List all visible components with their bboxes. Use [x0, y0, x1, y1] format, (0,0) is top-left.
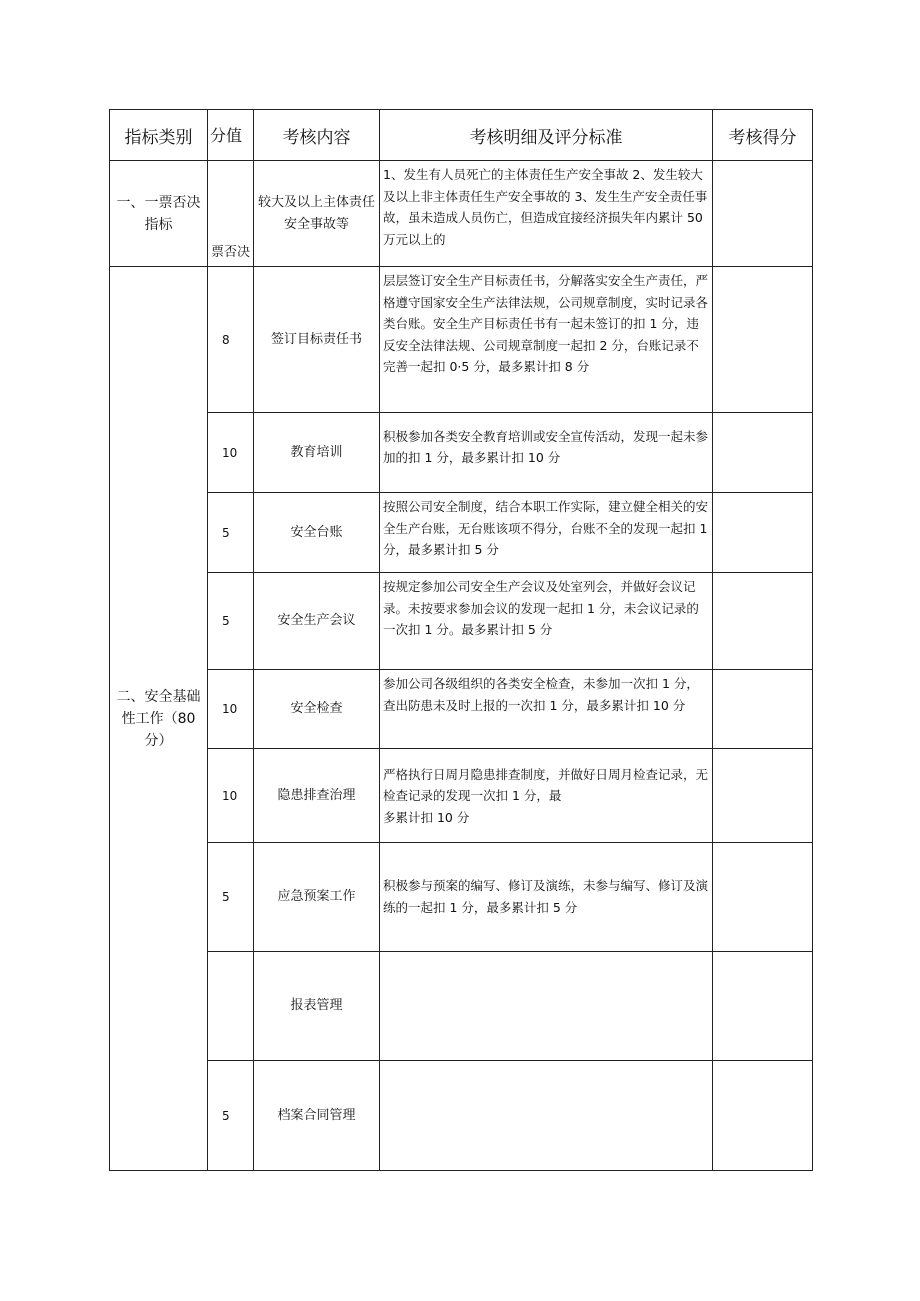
- score-cell: [208, 952, 254, 1061]
- score-cell: 5: [208, 573, 254, 670]
- header-score: 分值: [208, 110, 254, 161]
- score-cell: 8: [208, 267, 254, 413]
- content-cell: 安全台账: [254, 493, 380, 573]
- result-cell: [713, 413, 813, 493]
- score-cell: 5: [208, 1061, 254, 1171]
- table-row: [110, 952, 813, 1061]
- detail-cell: 参加公司各级组织的各类安全检查，未参加一次扣 1 分，查出防患未及时上报的一次扣 1 分，最多累计扣 10 分: [380, 670, 713, 749]
- detail-cell: 积极参与预案的编写、修订及演练，未参与编写、修订及演练的一起扣 1 分，最多累计扣 5 分: [380, 843, 713, 952]
- header-row: [110, 110, 813, 161]
- result-cell: [713, 749, 813, 843]
- result-cell: [713, 670, 813, 749]
- detail-cell: 层层签订安全生产目标责任书，分解落实安全生产责任，严格遵守国家安全生产法律法规，公司规章制度，实时记录各类台账。安全生产目标责任书有一起未签订的扣 1 分，违反安全法律法规、公司规章制度一起扣 2 分，台账记录不完善一起扣 0·5 分，最多累计扣 8 分: [380, 267, 713, 413]
- header-category: 指标类别: [110, 110, 208, 161]
- result-cell: [713, 952, 813, 1061]
- detail-cell: 按规定参加公司安全生产会议及处室列会，并做好会议记录。未按要求参加会议的发现一起扣 1 分，未会议记录的一次扣 1 分。最多累计扣 5 分: [380, 573, 713, 670]
- header-detail: 考核明细及评分标准: [380, 110, 713, 161]
- table-row: [110, 413, 813, 493]
- score-cell: 5: [208, 843, 254, 952]
- table-row: [110, 670, 813, 749]
- detail-cell: [380, 1061, 713, 1171]
- category-basic: [110, 267, 208, 1171]
- result-cell: [713, 843, 813, 952]
- score-cell: 5: [208, 493, 254, 573]
- category-basic-label: 二、安全基础性工作（80分）: [116, 688, 201, 749]
- header-result: 考核得分: [713, 110, 813, 161]
- result-cell: [713, 493, 813, 573]
- table-row: [110, 1061, 813, 1171]
- content-veto: 较大及以上主体责任安全事故等: [254, 161, 380, 267]
- content-cell: 报表管理: [254, 952, 380, 1061]
- detail-veto: 1、发生有人员死亡的主体责任生产安全事故 2、发生较大及以上非主体责任生产安全事故的 3、发生生产安全责任事故，虽未造成人员伤亡，但造成宜接经济损失年内累计 50 万元以上的: [380, 161, 713, 267]
- veto-row: [110, 161, 813, 267]
- content-cell: 档案合同管理: [254, 1061, 380, 1171]
- content-cell: 应急预案工作: [254, 843, 380, 952]
- category-veto-label: 一、一票否决指标: [116, 194, 201, 233]
- content-cell: 隐患排查治理: [254, 749, 380, 843]
- result-cell: [713, 161, 813, 267]
- header-content: 考核内容: [254, 110, 380, 161]
- detail-cell: 积极参加各类安全教育培训或安全宣传活动，发现一起未参加的扣 1 分，最多累计扣 10 分: [380, 413, 713, 493]
- category-veto: [110, 161, 208, 267]
- table-row: [110, 749, 813, 843]
- table-row: [110, 573, 813, 670]
- result-cell: [713, 267, 813, 413]
- table-row: [110, 493, 813, 573]
- content-cell: 教育培训: [254, 413, 380, 493]
- detail-cell: [380, 952, 713, 1061]
- score-cell: 10: [208, 670, 254, 749]
- score-cell: 10: [208, 413, 254, 493]
- table-row: [110, 843, 813, 952]
- content-cell: 安全检查: [254, 670, 380, 749]
- detail-cell: 严格执行日周月隐患排查制度，并做好日周月检查记录，无检查记录的发现一次扣 1 分，最 多累计扣 10 分: [380, 749, 713, 843]
- score-cell: 10: [208, 749, 254, 843]
- result-cell: [713, 573, 813, 670]
- assessment-table: [109, 109, 813, 1171]
- content-cell: 签订目标责任书: [254, 267, 380, 413]
- table-row: [110, 267, 813, 413]
- detail-cell: 按照公司安全制度，结合本职工作实际，建立健全相关的安全生产台账，无台账该项不得分，台账不全的发现一起扣 1 分，最多累计扣 5 分: [380, 493, 713, 573]
- score-veto: 票否决: [208, 161, 254, 267]
- content-cell: 安全生产会议: [254, 573, 380, 670]
- result-cell: [713, 1061, 813, 1171]
